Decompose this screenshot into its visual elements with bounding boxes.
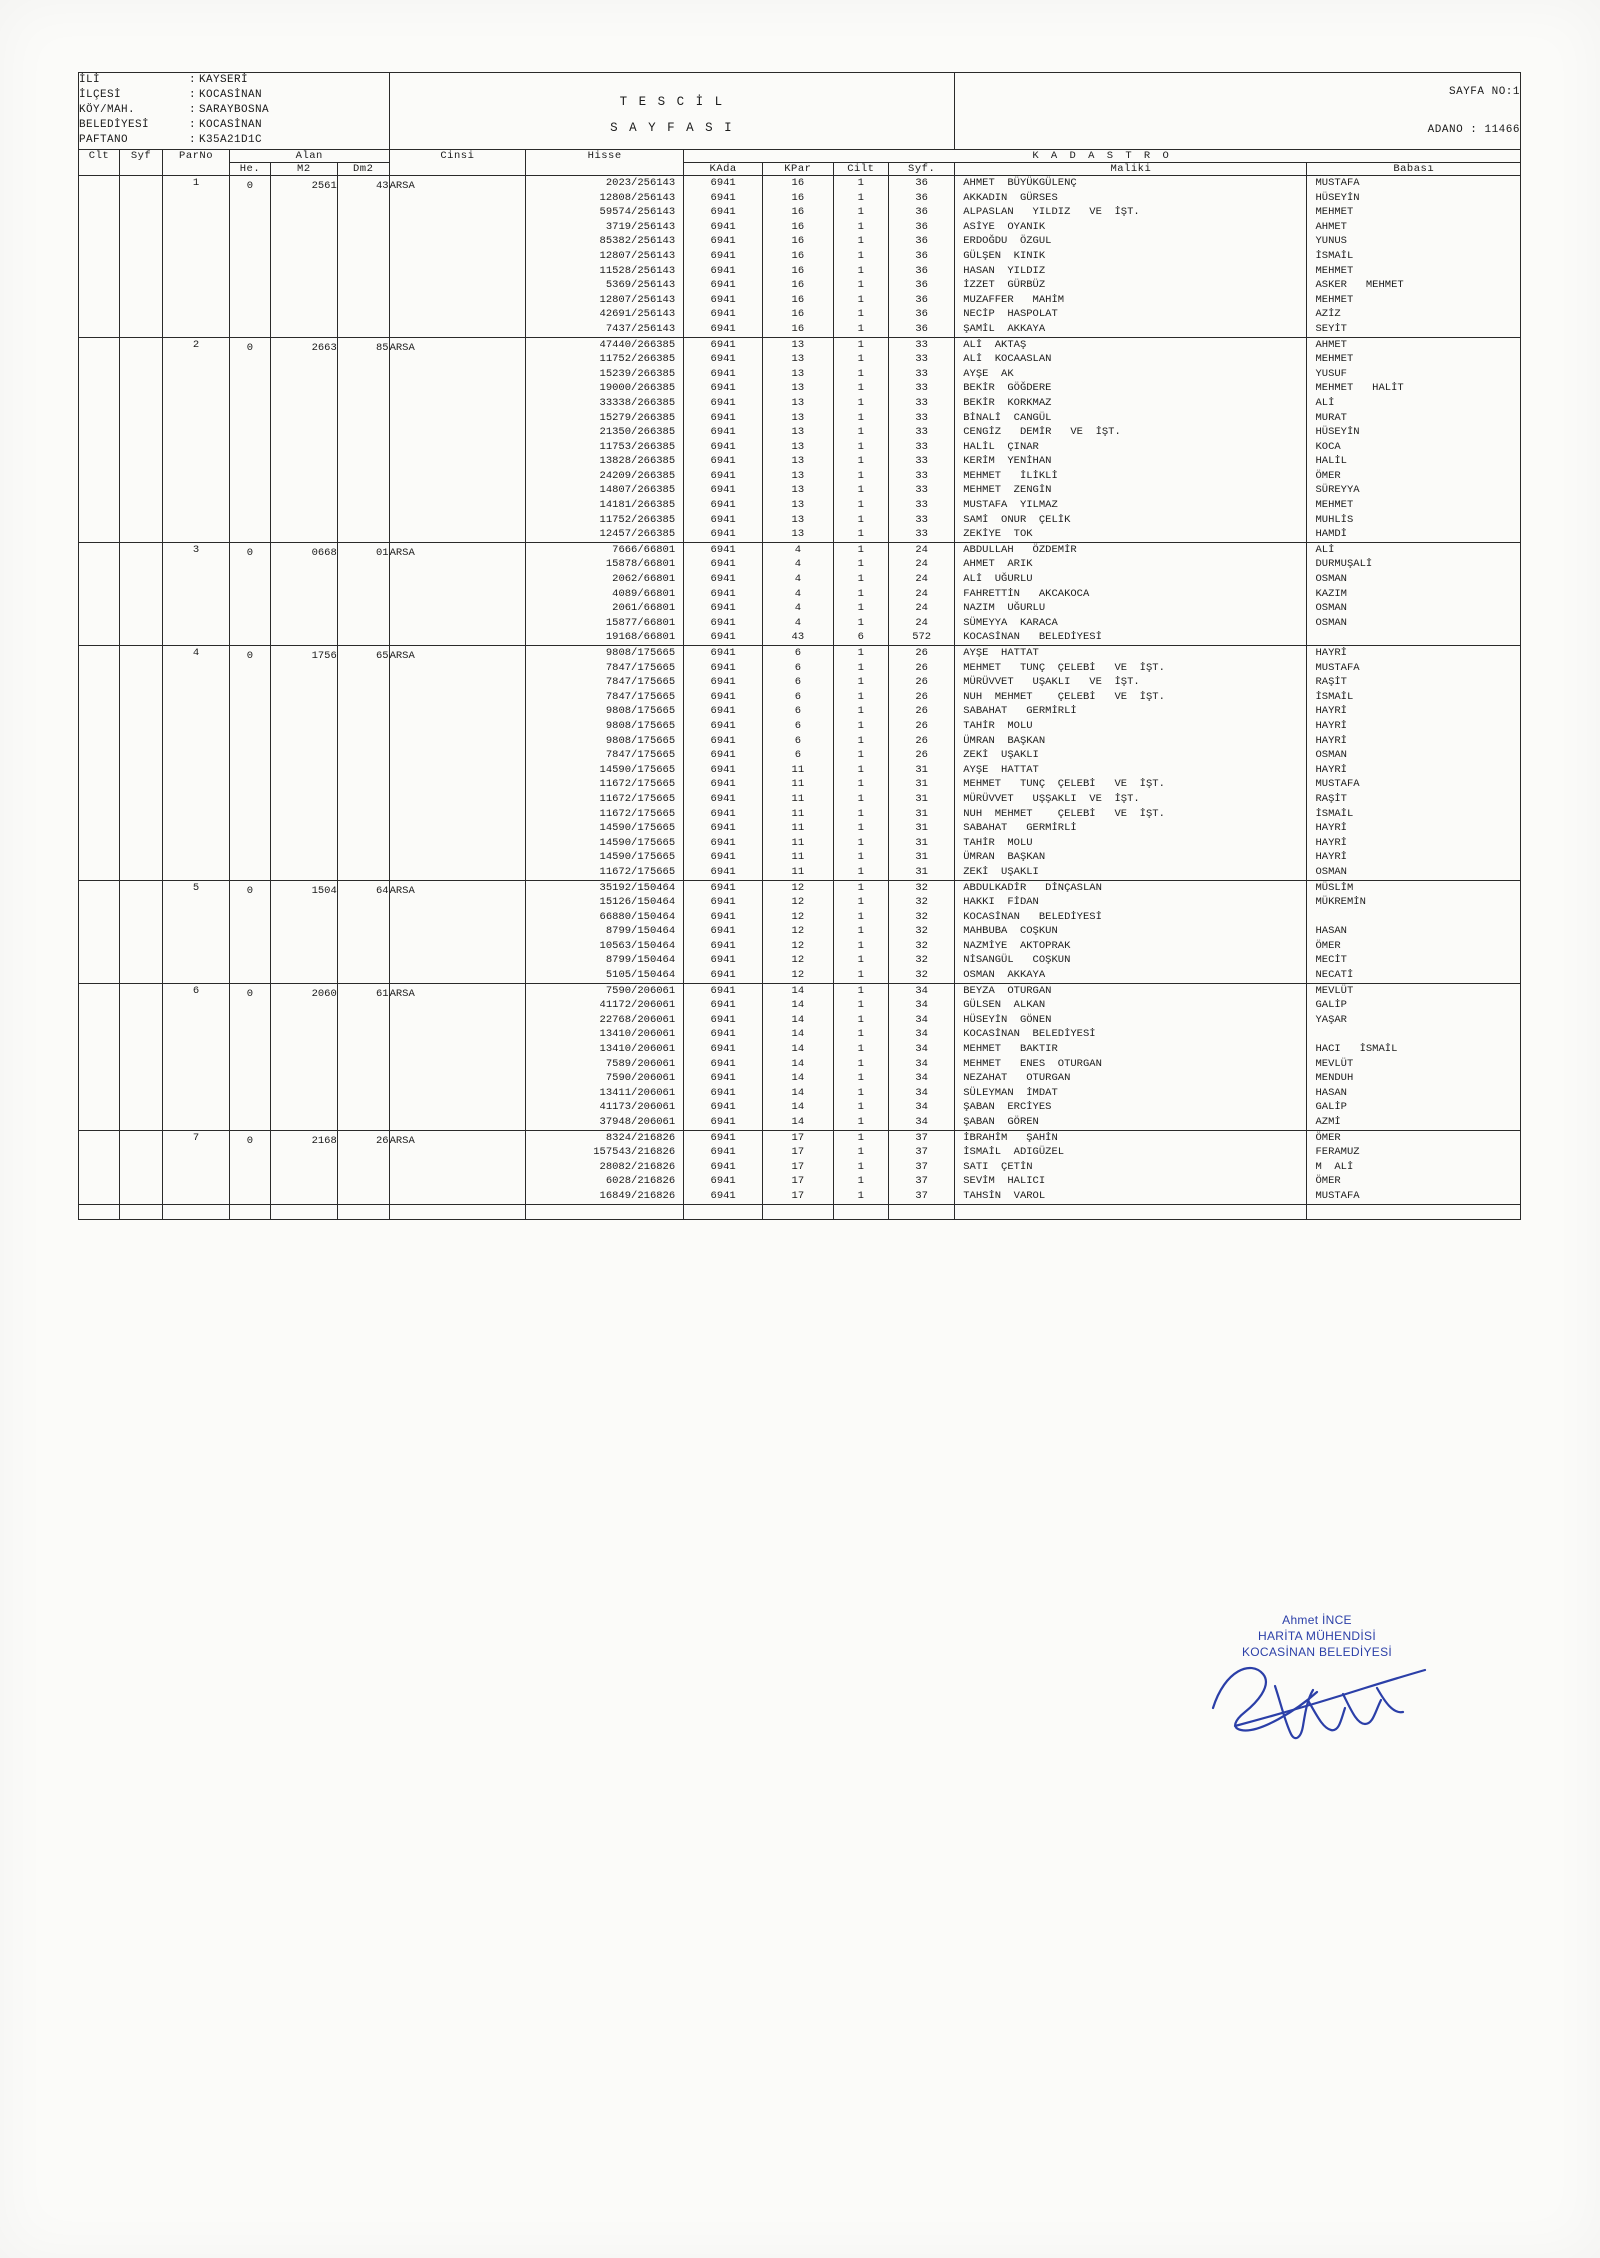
cell-cilt-list: 1 1 1 1 1 1 6 — [833, 542, 889, 645]
cell-dm2: 26 — [337, 1130, 389, 1204]
cell-kada-list: 6941 6941 6941 6941 6941 6941 6941 6941 6941 6941 6941 — [684, 176, 763, 338]
cell-parno: 6 — [163, 983, 230, 1130]
tescil-table — [78, 72, 1521, 1220]
cell-syf-list: 34 34 34 34 34 34 34 34 34 34 — [889, 983, 955, 1130]
sep-pafta: : — [189, 134, 197, 146]
cell-hisse-list: 47440/266385 11752/266385 15239/266385 19000/266385 33338/266385 15279/266385 21350/266385 11753/266385 13828/266385 24209/266385 14807/266385 14181/266385 11752/266385 12457/266385 — [526, 337, 684, 542]
title-line-1: T E S C İ L — [619, 95, 725, 109]
value-ilce: KOCASİNAN — [199, 89, 263, 101]
cell-syf — [119, 176, 162, 338]
cell-he: 0 — [229, 176, 270, 338]
cell-clt — [79, 880, 120, 983]
table-body — [79, 176, 1521, 1220]
cell-he: 0 — [229, 880, 270, 983]
parcel-row — [79, 542, 1521, 645]
cell-kpar-list: 16 16 16 16 16 16 16 16 16 16 16 — [763, 176, 833, 338]
empty-cell — [526, 1204, 684, 1220]
cell-parno: 2 — [163, 337, 230, 542]
cell-cilt-list: 1 1 1 1 1 1 1 1 1 1 1 1 1 1 1 1 — [833, 646, 889, 881]
cell-parno: 4 — [163, 646, 230, 881]
column-header-row-2 — [79, 163, 1521, 176]
ada-number: ADANO : 11466 — [1427, 124, 1520, 136]
empty-cell — [1307, 1204, 1521, 1220]
parcel-row — [79, 983, 1521, 1130]
cell-kada-list: 6941 6941 6941 6941 6941 6941 6941 6941 6941 6941 6941 6941 6941 6941 — [684, 337, 763, 542]
empty-cell — [389, 1204, 526, 1220]
cell-cinsi: ARSA — [389, 542, 526, 645]
cell-hisse-list: 2023/256143 12808/256143 59574/256143 3719/256143 85382/256143 12807/256143 11528/256143 5369/256143 12807/256143 42691/256143 7437/256143 — [526, 176, 684, 338]
cell-maliki-list: ABDULKADİR DİNÇASLAN HAKKI FİDAN KOCASİNAN BELEDİYESİ MAHBUBA COŞKUN NAZMİYE AKTOPRAK NİSANGÜL COŞKUN OSMAN AKKAYA — [955, 880, 1307, 983]
cell-he: 0 — [229, 542, 270, 645]
col-kadastro-group: K A D A S T R O — [684, 150, 1521, 163]
cell-parno: 3 — [163, 542, 230, 645]
cell-syf — [119, 880, 162, 983]
cell-clt — [79, 646, 120, 881]
cell-m2: 1756 — [270, 646, 337, 881]
cell-maliki-list: ABDULLAH ÖZDEMİR AHMET ARIK ALİ UĞURLU FAHRETTİN AKCAKOCA NAZIM UĞURLU SÜMEYYA KARACA KOCASİNAN BELEDİYESİ — [955, 542, 1307, 645]
cell-cilt-list: 1 1 1 1 1 1 1 — [833, 880, 889, 983]
empty-cell — [79, 1204, 120, 1220]
cell-syf-list: 33 33 33 33 33 33 33 33 33 33 33 33 33 33 — [889, 337, 955, 542]
col-babasi: Babası — [1307, 163, 1521, 176]
signature-name: Ahmet İNCE — [1282, 1613, 1352, 1627]
cell-parno: 5 — [163, 880, 230, 983]
empty-cell — [229, 1204, 270, 1220]
label-ilce: İLÇESİ — [79, 89, 122, 101]
cell-parno: 7 — [163, 1130, 230, 1204]
cell-clt — [79, 542, 120, 645]
cell-syf — [119, 1130, 162, 1204]
cell-he: 0 — [229, 646, 270, 881]
parcel-row — [79, 880, 1521, 983]
parcel-row — [79, 337, 1521, 542]
col-cilt: Cilt — [833, 163, 889, 176]
col-cinsi: Cinsi — [389, 150, 526, 176]
cell-kada-list: 6941 6941 6941 6941 6941 6941 6941 6941 6941 6941 — [684, 983, 763, 1130]
document-header-row — [79, 73, 1521, 150]
cell-cinsi: ARSA — [389, 1130, 526, 1204]
parcel-row — [79, 176, 1521, 338]
empty-cell — [955, 1204, 1307, 1220]
col-m2: M2 — [270, 163, 337, 176]
cell-syf — [119, 983, 162, 1130]
empty-cell — [119, 1204, 162, 1220]
cell-hisse-list: 9808/175665 7847/175665 7847/175665 7847/175665 9808/175665 9808/175665 9808/175665 7847/175665 14590/175665 11672/175665 11672/175665 11672/175665 14590/175665 14590/175665 14590/175665 11672/175665 — [526, 646, 684, 881]
cell-maliki-list: BEYZA OTURGAN GÜLSEN ALKAN HÜSEYİN GÖNEN KOCASİNAN BELEDİYESİ MEHMET BAKTIR MEHMET ENES OTURGAN NEZAHAT OTURGAN SÜLEYMAN İMDAT ŞABAN ERCİYES ŞABAN GÖREN — [955, 983, 1307, 1130]
cell-kada-list: 6941 6941 6941 6941 6941 6941 6941 — [684, 542, 763, 645]
cell-clt — [79, 337, 120, 542]
cell-clt — [79, 176, 120, 338]
col-syf: Syf — [119, 150, 162, 176]
location-field-pafta — [79, 133, 389, 148]
cell-dm2: 85 — [337, 337, 389, 542]
parcel-row — [79, 646, 1521, 881]
cell-cinsi: ARSA — [389, 880, 526, 983]
cell-m2: 0668 — [270, 542, 337, 645]
col-clt: Clt — [79, 150, 120, 176]
cell-syf-list: 37 37 37 37 37 — [889, 1130, 955, 1204]
cell-kpar-list: 4 4 4 4 4 4 43 — [763, 542, 833, 645]
cell-kpar-list: 12 12 12 12 12 12 12 — [763, 880, 833, 983]
cell-maliki-list: ALİ AKTAŞ ALİ KOCAASLAN AYŞE AK BEKİR GÖĞDERE BEKİR KORKMAZ BİNALİ CANGÜL CENGİZ DEMİR VE İŞT. HALİL ÇINAR KERİM YENİHAN MEHMET İLİKLİ MEHMET ZENGİN MUSTAFA YILMAZ SAMİ ONUR ÇELİK ZEKİYE TOK — [955, 337, 1307, 542]
cell-cinsi: ARSA — [389, 176, 526, 338]
cell-cilt-list: 1 1 1 1 1 1 1 1 1 1 1 — [833, 176, 889, 338]
cell-clt — [79, 1130, 120, 1204]
location-field-koy — [79, 103, 389, 118]
cell-clt — [79, 983, 120, 1130]
sep-il: : — [189, 74, 197, 86]
cell-m2: 2168 — [270, 1130, 337, 1204]
col-syf2: Syf. — [889, 163, 955, 176]
cell-m2: 1504 — [270, 880, 337, 983]
cell-hisse-list: 7666/66801 15878/66801 2062/66801 4089/66801 2061/66801 15877/66801 19168/66801 — [526, 542, 684, 645]
cell-babasi-list: AHMET MEHMET YUSUF MEHMET HALİT ALİ MURAT HÜSEYİN KOCA HALİL ÖMER SÜREYYA MEHMET MUHLİS HAMDİ — [1307, 337, 1521, 542]
cell-he: 0 — [229, 983, 270, 1130]
empty-trailing-row — [79, 1204, 1521, 1220]
cell-dm2: 64 — [337, 880, 389, 983]
col-alan: Alan — [229, 150, 389, 163]
label-koy: KÖY/MAH. — [79, 104, 136, 116]
cell-parno: 1 — [163, 176, 230, 338]
col-parno: ParNo — [163, 150, 230, 176]
cell-cilt-list: 1 1 1 1 1 1 1 1 1 1 1 1 1 1 — [833, 337, 889, 542]
location-info-block — [79, 73, 390, 150]
cell-kpar-list: 17 17 17 17 17 — [763, 1130, 833, 1204]
document-title-block — [389, 73, 955, 150]
handwritten-signature-icon — [1205, 1630, 1435, 1760]
value-koy: SARAYBOSNA — [199, 104, 270, 116]
empty-cell — [163, 1204, 230, 1220]
cell-dm2: 01 — [337, 542, 389, 645]
tescil-sayfasi-sheet — [78, 72, 1521, 1220]
cell-syf-list: 36 36 36 36 36 36 36 36 36 36 36 — [889, 176, 955, 338]
col-kada: KAda — [684, 163, 763, 176]
cell-syf — [119, 542, 162, 645]
cell-maliki-list: AYŞE HATTAT MEHMET TUNÇ ÇELEBİ VE İŞT. MÜRÜVVET UŞAKLI VE İŞT. NUH MEHMET ÇELEBİ VE İŞT. SABAHAT GERMİRLİ TAHİR MOLU ÜMRAN BAŞKAN ZEKİ UŞAKLI AYŞE HATTAT MEHMET TUNÇ ÇELEBİ VE İŞT. MÜRÜVVET UŞŞAKLI VE İŞT. NUH MEHMET ÇELEBİ VE İŞT. SABAHAT GERMİRLİ TAHİR MOLU ÜMRAN BAŞKAN ZEKİ UŞAKLI — [955, 646, 1307, 881]
cell-kpar-list: 14 14 14 14 14 14 14 14 14 14 — [763, 983, 833, 1130]
page-number: SAYFA NO:1 — [1448, 86, 1520, 98]
cell-dm2: 61 — [337, 983, 389, 1130]
cell-maliki-list: İBRAHİM ŞAHİN İSMAİL ADIGÜZEL SATI ÇETİN SEVİM HALICI TAHSİN VAROL — [955, 1130, 1307, 1204]
sep-ilce: : — [189, 89, 197, 101]
cell-maliki-list: AHMET BÜYÜKGÜLENÇ AKKADIN GÜRSES ALPASLAN YILDIZ VE İŞT. ASİYE OYANIK ERDOĞDU ÖZGUL GÜLŞEN KINIK HASAN YILDIZ İZZET GÜRBÜZ MUZAFFER MAHİM NECİP HASPOLAT ŞAMİL AKKAYA — [955, 176, 1307, 338]
cell-cinsi: ARSA — [389, 337, 526, 542]
sep-koy: : — [189, 104, 197, 116]
cell-syf — [119, 646, 162, 881]
cell-kpar-list: 6 6 6 6 6 6 6 6 11 11 11 11 11 11 11 11 — [763, 646, 833, 881]
col-kpar: KPar — [763, 163, 833, 176]
cell-babasi-list: ALİ DURMUŞALİ OSMAN KAZIM OSMAN OSMAN — [1307, 542, 1521, 645]
page-meta-block — [955, 73, 1521, 150]
value-il: KAYSERİ — [199, 74, 249, 86]
signature-block — [1205, 1612, 1435, 1762]
cell-dm2: 43 — [337, 176, 389, 338]
empty-cell — [763, 1204, 833, 1220]
empty-cell — [889, 1204, 955, 1220]
location-field-il — [79, 73, 389, 88]
empty-cell — [684, 1204, 763, 1220]
value-pafta: K35A21D1C — [199, 134, 263, 146]
signature-org: KOCASİNAN BELEDİYESİ — [1241, 1645, 1393, 1659]
col-he: He. — [229, 163, 270, 176]
cell-babasi-list: ÖMER FERAMUZ M ALİ ÖMER MUSTAFA — [1307, 1130, 1521, 1204]
label-il: İLİ — [79, 74, 101, 86]
col-hisse: Hisse — [526, 150, 684, 176]
cell-hisse-list: 35192/150464 15126/150464 66880/150464 8799/150464 10563/150464 8799/150464 5105/150464 — [526, 880, 684, 983]
cell-cinsi: ARSA — [389, 646, 526, 881]
col-maliki: Maliki — [955, 163, 1307, 176]
col-dm2: Dm2 — [337, 163, 389, 176]
cell-babasi-list: MUSTAFA HÜSEYİN MEHMET AHMET YUNUS İSMAİL MEHMET ASKER MEHMET MEHMET AZİZ SEYİT — [1307, 176, 1521, 338]
location-field-belediye — [79, 118, 389, 133]
cell-m2: 2561 — [270, 176, 337, 338]
cell-syf-list: 24 24 24 24 24 24 572 — [889, 542, 955, 645]
sep-belediye: : — [189, 119, 197, 131]
cell-cinsi: ARSA — [389, 983, 526, 1130]
cell-kada-list: 6941 6941 6941 6941 6941 6941 6941 — [684, 880, 763, 983]
cell-m2: 2060 — [270, 983, 337, 1130]
cell-dm2: 65 — [337, 646, 389, 881]
cell-kpar-list: 13 13 13 13 13 13 13 13 13 13 13 13 13 13 — [763, 337, 833, 542]
signature-title: HARİTA MÜHENDİSİ — [1258, 1629, 1376, 1643]
cell-syf-list: 32 32 32 32 32 32 32 — [889, 880, 955, 983]
empty-cell — [270, 1204, 337, 1220]
label-pafta: PAFTANO — [79, 134, 129, 146]
title-line-2: S A Y F A S I — [610, 121, 734, 135]
cell-syf-list: 26 26 26 26 26 26 26 26 31 31 31 31 31 31 31 31 — [889, 646, 955, 881]
cell-kada-list: 6941 6941 6941 6941 6941 6941 6941 6941 6941 6941 6941 6941 6941 6941 6941 6941 — [684, 646, 763, 881]
column-header-row-1 — [79, 150, 1521, 163]
cell-m2: 2663 — [270, 337, 337, 542]
empty-cell — [337, 1204, 389, 1220]
cell-babasi-list: MÜSLİM MÜKREMİN HASAN ÖMER MECİT NECATİ — [1307, 880, 1521, 983]
cell-babasi-list: MEVLÜT GALİP YAŞAR HACI İSMAİL MEVLÜT MENDUH HASAN GALİP AZMİ — [1307, 983, 1521, 1130]
cell-hisse-list: 7590/206061 41172/206061 22768/206061 13410/206061 13410/206061 7589/206061 7590/206061 13411/206061 41173/206061 37948/206061 — [526, 983, 684, 1130]
label-belediye: BELEDİYESİ — [79, 119, 150, 131]
cell-syf — [119, 337, 162, 542]
cell-cilt-list: 1 1 1 1 1 1 1 1 1 1 — [833, 983, 889, 1130]
cell-cilt-list: 1 1 1 1 1 — [833, 1130, 889, 1204]
cell-kada-list: 6941 6941 6941 6941 6941 — [684, 1130, 763, 1204]
cell-he: 0 — [229, 337, 270, 542]
empty-cell — [833, 1204, 889, 1220]
parcel-row — [79, 1130, 1521, 1204]
location-field-ilce — [79, 88, 389, 103]
value-belediye: KOCASİNAN — [199, 119, 263, 131]
cell-he: 0 — [229, 1130, 270, 1204]
cell-hisse-list: 8324/216826 157543/216826 28082/216826 6028/216826 16849/216826 — [526, 1130, 684, 1204]
cell-babasi-list: HAYRİ MUSTAFA RAŞİT İSMAİL HAYRİ HAYRİ HAYRİ OSMAN HAYRİ MUSTAFA RAŞİT İSMAİL HAYRİ HAYRİ HAYRİ OSMAN — [1307, 646, 1521, 881]
